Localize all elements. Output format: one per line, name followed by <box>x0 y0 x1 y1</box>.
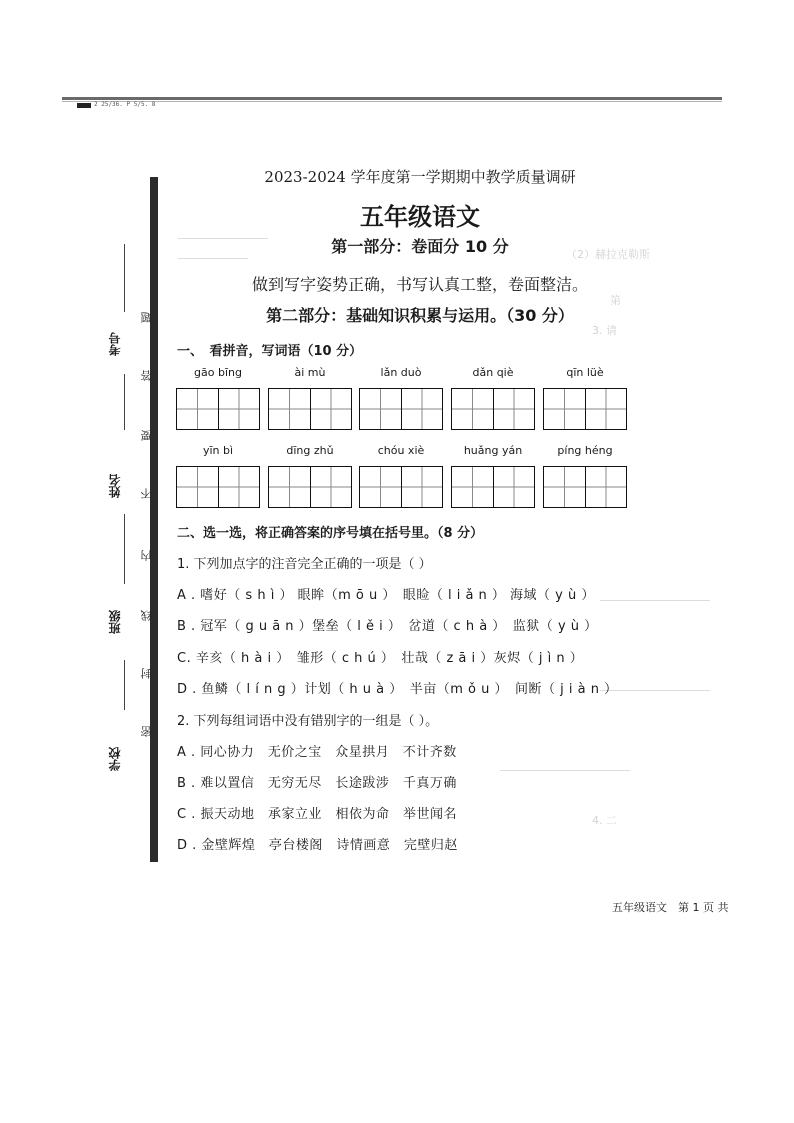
bleed-text: 第 <box>610 294 621 307</box>
answer-grid[interactable] <box>543 466 627 508</box>
bleed-line <box>600 600 710 601</box>
bleed-text: （2）赫拉克勒斯 <box>566 248 650 261</box>
q1-option-c: C. 辛亥（ h à i ） 雏形（ c h ú ） 壮哉（ z ā i ）灰烬（ j ì n ） <box>177 651 584 666</box>
pinyin-prompt: qīn lüè <box>566 366 604 379</box>
pinyin-prompt: píng héng <box>557 444 613 457</box>
pinyin-prompt: yīn bì <box>202 444 234 457</box>
part2-heading: 第二部分：基础知识积累与运用。（30 分） <box>266 306 574 325</box>
seal-char: 内 <box>140 550 153 561</box>
section2-title: 二、选一选，将正确答案的序号填在括号里。（8 分） <box>177 526 484 541</box>
answer-grid[interactable] <box>176 466 260 508</box>
class-label: 班级 <box>108 610 122 634</box>
answer-grid[interactable] <box>543 388 627 430</box>
answer-grid[interactable] <box>268 466 352 508</box>
q1-option-b: B . 冠军（ g u ā n ）堡垒（ l ě i ） 岔道（ c h à ） 监狱（ y ù ） <box>177 619 598 634</box>
q2-option-b: B . 难以置信 无穷无尽 长途跋涉 千真万确 <box>177 776 457 791</box>
answer-grid[interactable] <box>451 388 535 430</box>
seal-char: 密 <box>140 726 153 737</box>
seal-char: 封 <box>140 668 153 679</box>
exam-number-label: 考号 <box>108 332 122 356</box>
scan-top-rule <box>62 97 722 100</box>
exam-title: 2023-2024 学年度第一学期期中教学质量调研 <box>264 168 576 186</box>
part1-description: 做到写字姿势正确，书写认真工整，卷面整洁。 <box>251 275 588 294</box>
scan-top-rule-shadow <box>62 101 722 102</box>
pinyin-prompt: gāo bīng <box>194 366 242 379</box>
seal-dash-line <box>124 374 125 430</box>
name-label: 姓名 <box>108 474 122 498</box>
q1-option-d: D . 鱼鳞（ l í n g ）计划（ h u à ） 半亩（m ǒ u ） 间断（ j i à n ） <box>177 682 618 697</box>
answer-grid[interactable] <box>359 388 443 430</box>
seal-char: 不 <box>140 488 153 499</box>
page-footer: 五年级语文 第 1 页 共 <box>612 901 729 914</box>
answer-grid[interactable] <box>359 466 443 508</box>
question-1-stem: 1. 下列加点字的注音完全正确的一项是（ ） <box>177 557 432 572</box>
section1-title: 一、 看拼音，写词语（10 分） <box>177 344 363 359</box>
seal-dash-line <box>124 660 125 710</box>
answer-grid[interactable] <box>451 466 535 508</box>
q2-option-d: D . 金壁辉煌 亭台楼阁 诗情画意 完壁归赵 <box>177 838 458 853</box>
pinyin-prompt: chóu xiè <box>377 444 425 457</box>
q2-option-c: C . 振天动地 承家立业 相依为命 举世闻名 <box>177 807 457 822</box>
answer-grid[interactable] <box>176 388 260 430</box>
seal-char: 答 <box>140 370 153 381</box>
answer-grid[interactable] <box>268 388 352 430</box>
bleed-line <box>500 770 630 771</box>
pinyin-prompt: huǎng yán <box>463 444 523 457</box>
scan-marker <box>77 103 91 108</box>
school-label: 学校 <box>108 747 122 771</box>
q2-option-a: A . 同心协力 无价之宝 众星拱月 不计齐数 <box>177 745 457 760</box>
subject-title: 五年级语文 <box>360 203 480 231</box>
bleed-text: 3. 请 <box>592 324 617 337</box>
bleed-text: 4. 二 <box>592 814 617 827</box>
seal-char: 线 <box>140 610 153 621</box>
seal-dash-line <box>124 244 125 312</box>
scan-code: 2 25/36. P 5/5. 8 <box>94 101 156 108</box>
binding-bar <box>150 177 158 862</box>
q1-option-a: A . 嗜好（ s h ì ） 眼眸（m ō u ） 眼睑（ l i ǎ n ） 海域（ y ù ） <box>177 588 595 603</box>
question-2-stem: 2. 下列每组词语中没有错别字的一组是（ ）。 <box>177 714 439 729</box>
pinyin-prompt: dīng zhǔ <box>286 444 334 457</box>
pinyin-prompt: lǎn duò <box>380 366 422 379</box>
seal-char: 要 <box>140 430 153 441</box>
pinyin-prompt: ài mù <box>294 366 326 379</box>
seal-char: 题 <box>140 312 153 323</box>
part1-heading: 第一部分：卷面分 10 分 <box>331 237 509 256</box>
pinyin-prompt: dǎn qiè <box>472 366 514 379</box>
seal-dash-line <box>124 514 125 584</box>
bleed-line <box>178 258 248 259</box>
